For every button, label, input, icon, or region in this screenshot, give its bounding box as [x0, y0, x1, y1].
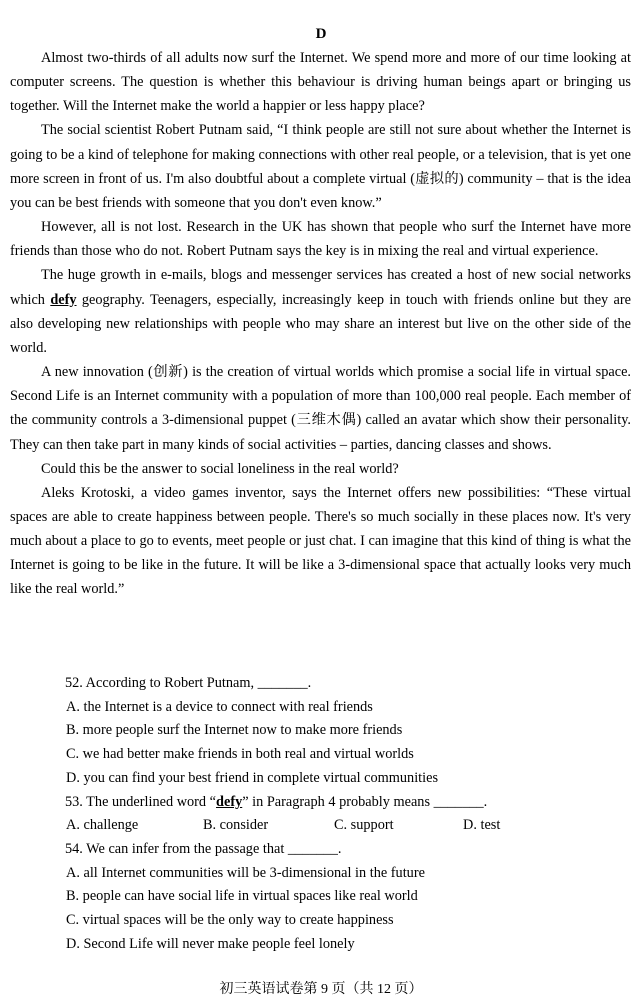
- paragraph-5: A new innovation (创新) is the creation of virtual worlds which promise a social life in virtual space. Second Life is an Internet community with a population of more than 100,000 real people. Each member of the community controls a 3-dimensional puppet (三维木偶) called an avatar which show their personality. They can then take part in many kinds of social activities – parties, dancing classes and shows.: [10, 364, 631, 453]
- page-footer: 初三英语试卷第 9 页（共 12 页）: [219, 982, 423, 997]
- question-54-option-d: D. Second Life will never make people feel lonely: [66, 935, 355, 952]
- paragraph-4-text-before: The huge growth in e-mails, blogs and messenger services has created a host of new social networks which: [10, 267, 631, 308]
- question-54-option-a: A. all Internet communities will be 3-dimensional in the future: [66, 864, 425, 881]
- paragraph-1: Almost two-thirds of all adults now surf the Internet. We spend more and more of our time looking at computer screens. The question is whether this behaviour is driving human beings apart or bringing us together. Will the Internet make the world a happier or less happy place?: [10, 50, 631, 115]
- question-52-option-c: C. we had better make friends in both real and virtual worlds: [66, 746, 414, 763]
- paragraph-6: Could this be the answer to social loneliness in the real world?: [41, 460, 399, 477]
- question-53-option-d: D. test: [463, 817, 501, 834]
- question-53-underlined-word: defy: [216, 793, 243, 810]
- paragraph-4: [10, 263, 631, 360]
- paragraph-2: The social scientist Robert Putnam said, “I think people are still not sure about whether the Internet is going to be a kind of telephone for making connections with other real people, or a television, that is yet one more screen in front of us. I'm also doubtful about a complete virtual (虚拟的) community – that is the idea you can be best friends with someone that you don't even know.”: [10, 122, 631, 211]
- paragraph-4-text-after: geography. Teenagers, especially, increasingly keep in touch with friends online but they are also developing new relationships with people who may share an interest but live on the other side of the world.: [10, 291, 632, 356]
- reading-passage: [10, 46, 631, 602]
- question-53-option-a: A. challenge: [66, 817, 139, 834]
- question-53-stem-after: ” in Paragraph 4 probably means _______.: [242, 793, 488, 810]
- underlined-word: defy: [50, 291, 77, 308]
- question-53-stem: [10, 791, 631, 815]
- question-54-option-c: C. virtual spaces will be the only way to create happiness: [66, 912, 394, 929]
- section-title: D: [315, 26, 327, 42]
- question-53-options: [10, 814, 631, 838]
- question-52-option-d: D. you can find your best friend in complete virtual communities: [66, 769, 439, 786]
- question-54-stem: 54. We can infer from the passage that _______.: [65, 840, 342, 857]
- paragraph-7: Aleks Krotoski, a video games inventor, says the Internet offers new possibilities: “These virtual spaces are able to create happiness between people. There's so much socially in these places now. It's very much about a place to go to events, meet people or just chat. I can imagine that this kind of thing is what the Internet is going to be like in the future. It will be like a 3-dimensional space that actually looks very much like the real world.”: [10, 484, 631, 598]
- question-53-option-c: C. support: [334, 817, 394, 834]
- paragraph-3: However, all is not lost. Research in the UK has shown that people who surf the Internet have more friends than those who do not. Robert Putnam says the key is in mixing the real and virtual experience.: [10, 219, 631, 260]
- question-52-stem: 52. According to Robert Putnam, _______.: [65, 675, 312, 691]
- question-52-option-b: B. more people surf the Internet now to make more friends: [66, 722, 403, 739]
- question-52-option-a: A. the Internet is a device to connect with real friends: [66, 698, 373, 715]
- question-54-option-b: B. people can have social life in virtual spaces like real world: [66, 888, 418, 905]
- question-53-stem-before: 53. The underlined word “: [65, 793, 217, 810]
- question-list: [10, 672, 631, 956]
- question-53-option-b: B. consider: [203, 817, 269, 834]
